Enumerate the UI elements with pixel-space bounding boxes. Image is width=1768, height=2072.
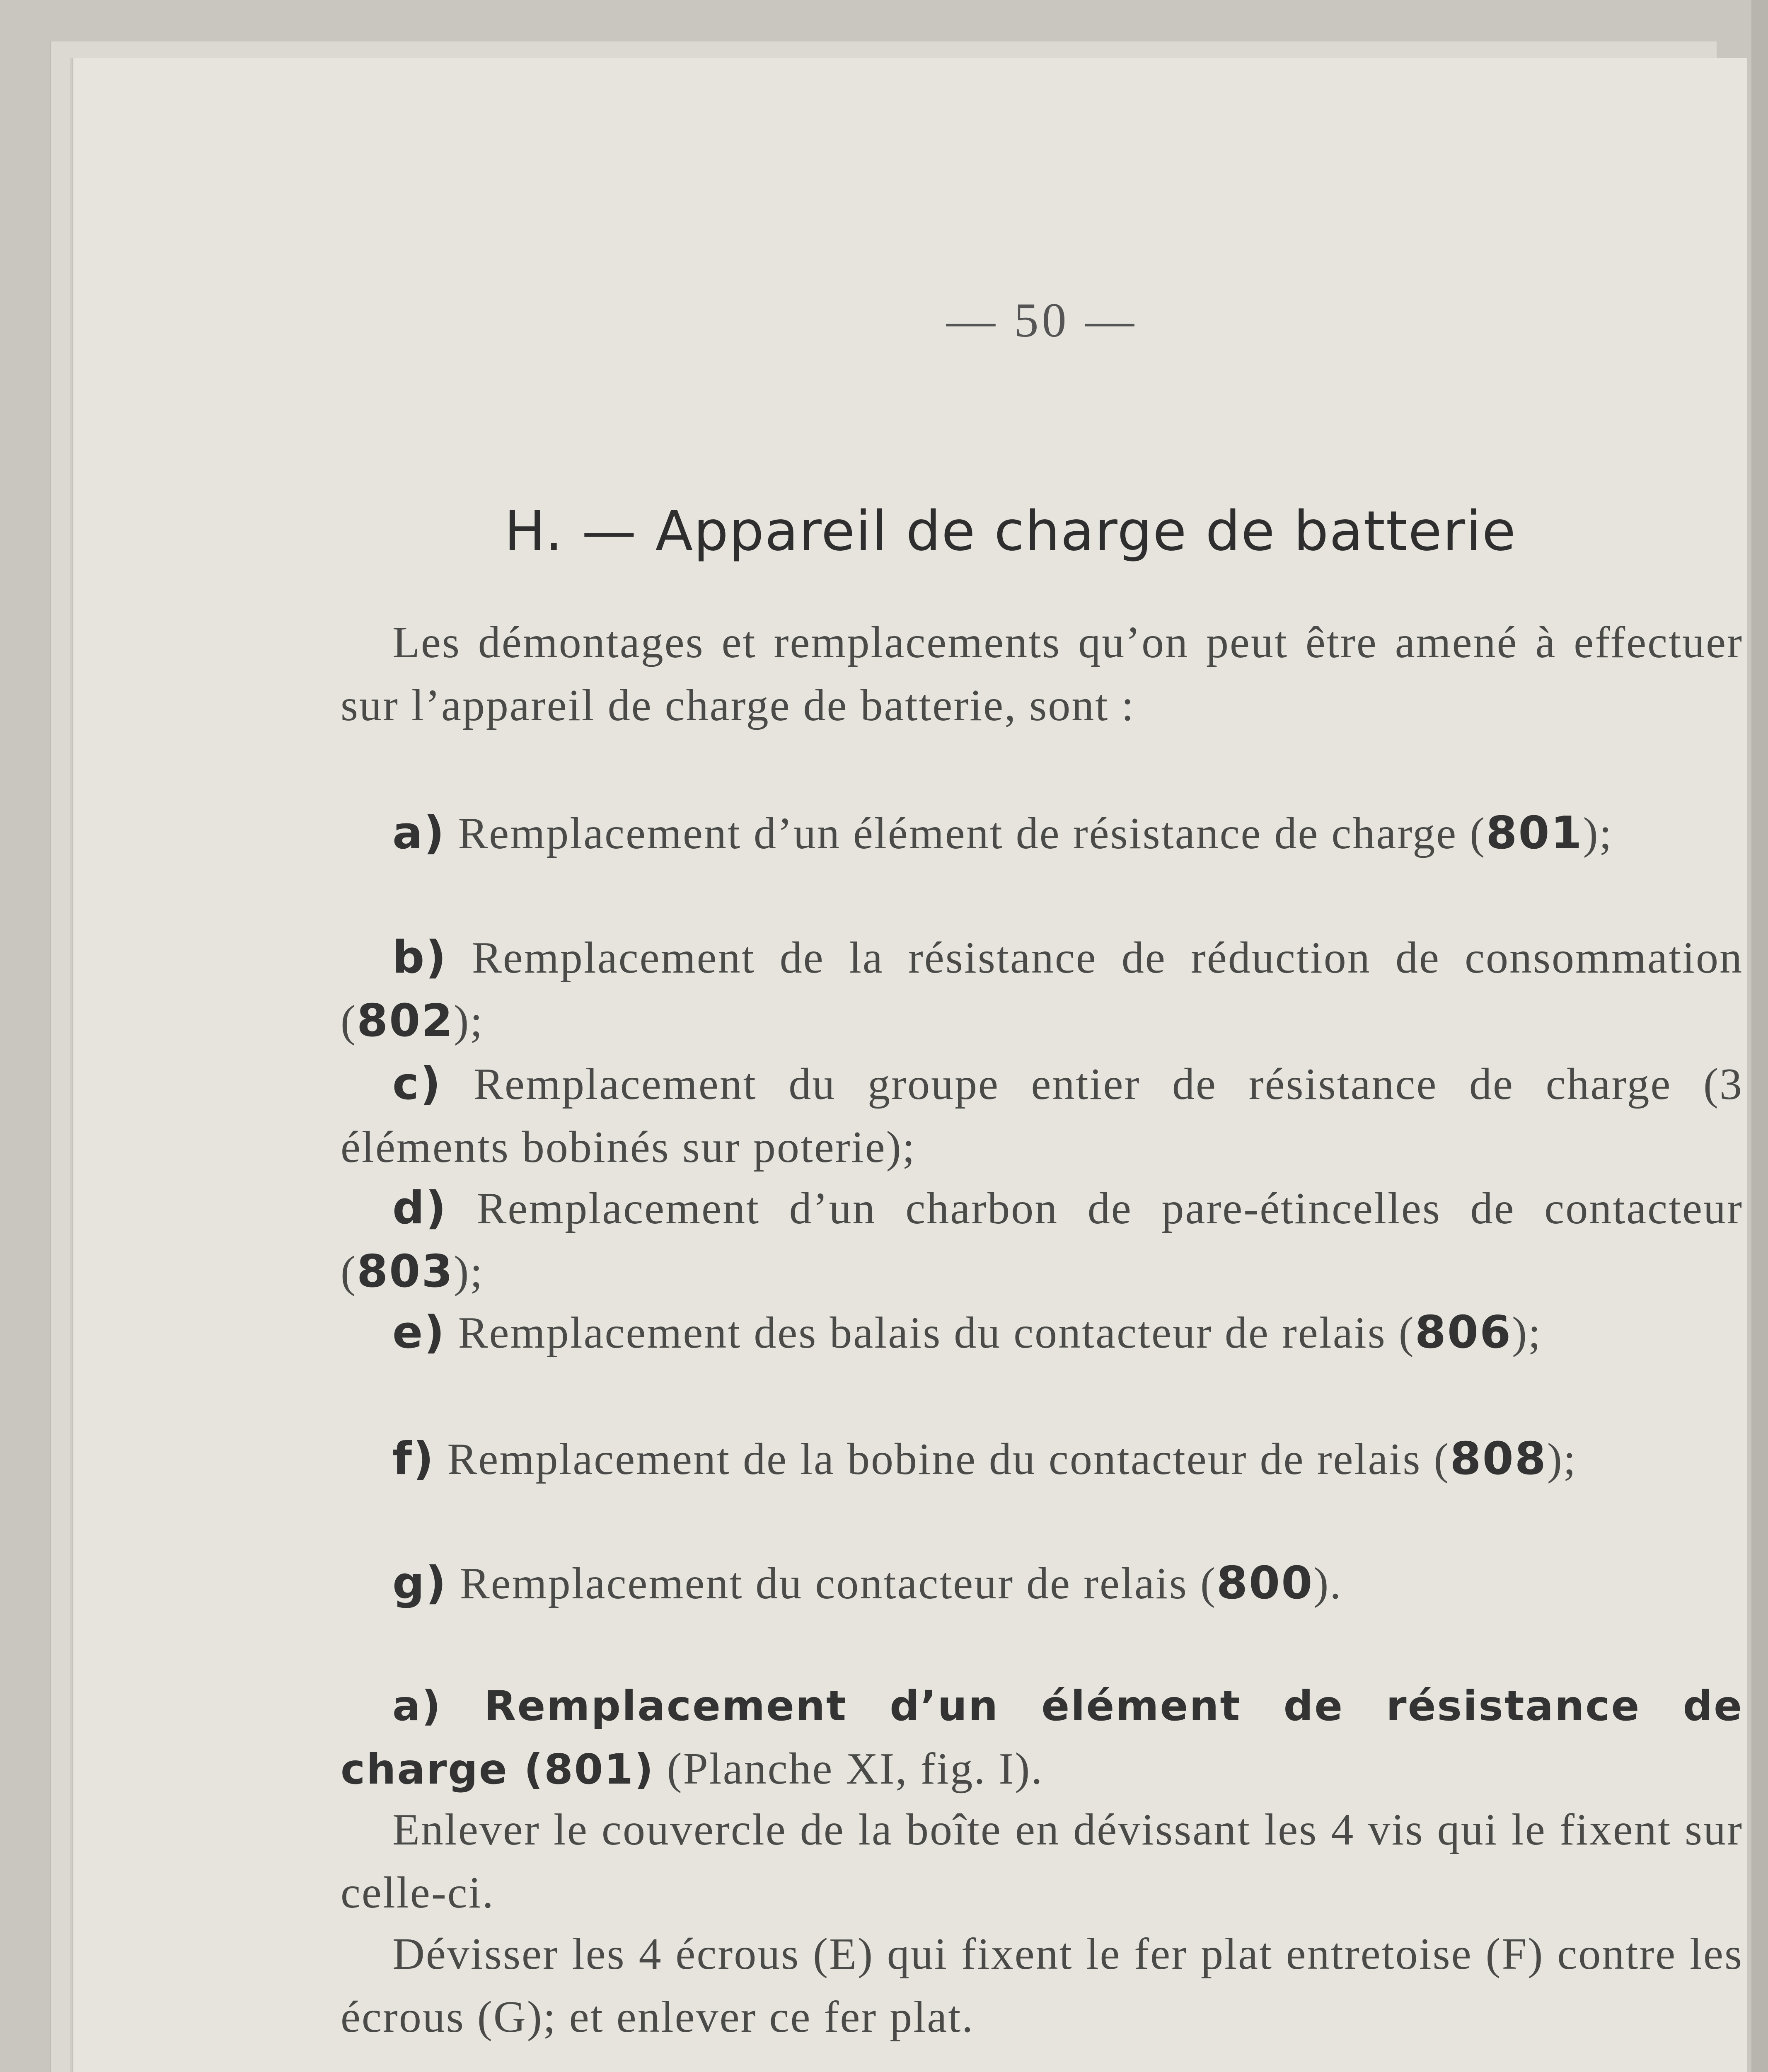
list-item-e: e) Remplacement des balais du contacteur de relais (806); <box>392 1307 1542 1358</box>
section-title: H. — Appareil de charge de batterie <box>504 499 1516 563</box>
book-page <box>73 58 1747 2072</box>
list-item-c: c) Remplacement du groupe entier de résistance de charge (3 éléments bobinés sur poterie); <box>341 1058 1743 1172</box>
page-number: — 50 — <box>946 293 1137 347</box>
section-a-paragraph-1: Enlever le couvercle de la boîte en dévissant les 4 vis qui le fixent sur celle-ci. <box>341 1805 1743 1917</box>
list-item-f: f) Remplacement de la bobine du contacteur de relais (808); <box>392 1433 1577 1485</box>
section-a-heading: a) Remplacement d’un élément de résistance de charge (801) (Planche XI, fig. I). <box>341 1682 1743 1794</box>
list-item-d: d) Remplacement d’un charbon de pare-étincelles de contacteur (803); <box>341 1182 1743 1297</box>
scanner-edge <box>1751 0 1768 2072</box>
section-a-paragraph-3 <box>341 2068 1743 2072</box>
section-a-paragraph-2: Dévisser les 4 écrous (E) qui fixent le fer plat entretoise (F) contre les écrous (G); et enlever ce fer plat. <box>341 1929 1743 2042</box>
list-item-b: b) Remplacement de la résistance de réduction de consommation (802); <box>341 932 1743 1047</box>
intro-paragraph: Les démontages et remplacements qu’on peut être amené à effectuer sur l’appareil de charge de batterie, sont : <box>341 618 1743 730</box>
list-item-g: g) Remplacement du contacteur de relais (800). <box>392 1557 1342 1609</box>
list-item-a: a) Remplacement d’un élément de résistance de charge (801); <box>392 807 1613 859</box>
